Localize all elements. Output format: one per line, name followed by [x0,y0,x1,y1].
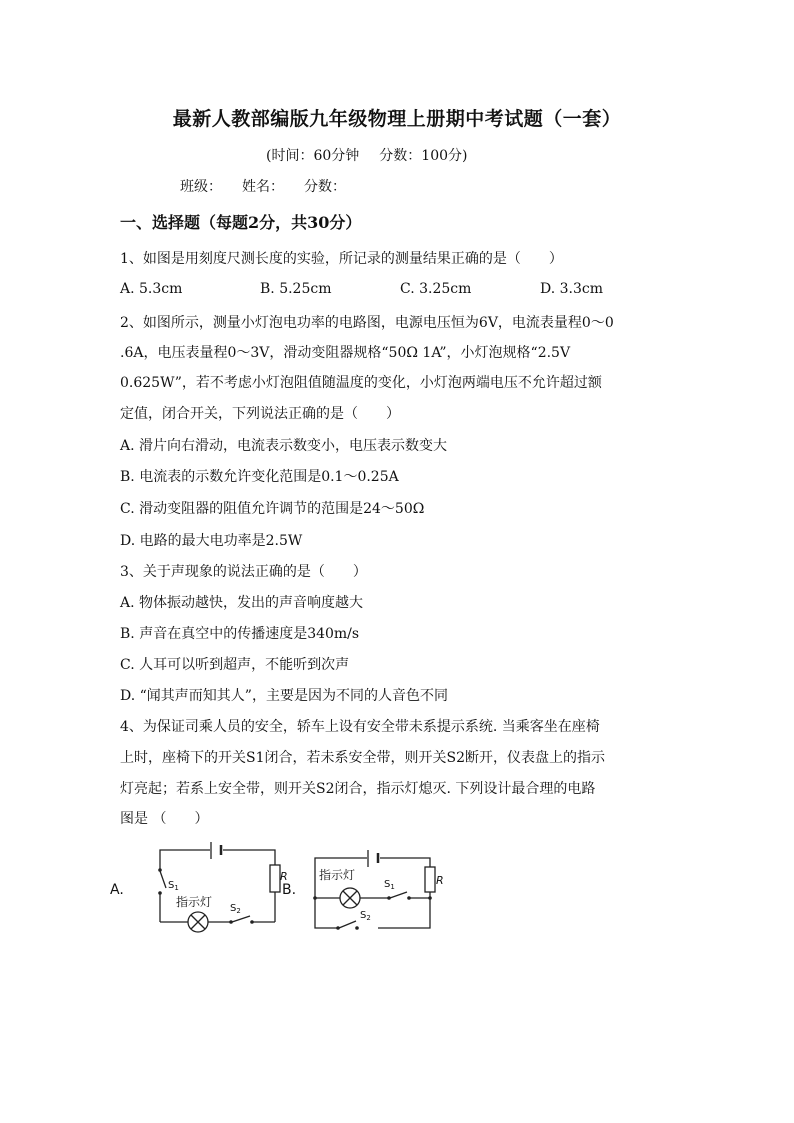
resistor-a [270,865,280,892]
switch-a-s1 [160,871,166,888]
q2-line-4: 定值，闭合开关，下列说法正确的是（ ） [120,406,400,422]
q3-option-a: A. 物体振动越快，发出的声音响度越大 [120,595,364,611]
q3-option-c: C. 人耳可以听到超声，不能听到次声 [120,657,350,673]
class-label: 班级： [180,179,222,195]
q3-option-d: D. “闻其声而知其人”，主要是因为不同的人音色不同 [120,688,448,704]
q2-option-a: A. 滑片向右滑动，电流表示数变小，电压表示数变大 [120,438,448,454]
q4-line-2: 上时，座椅下的开关S1闭合，若未系安全带，则开关S2断开，仪表盘上的指示 [120,750,605,766]
q3-stem: 3、关于声现象的说法正确的是（ ） [120,564,367,580]
q1-option-d: D. 3.3cm [540,281,604,297]
switch-a-s2-label: $S_2$ [230,903,241,915]
q1-options [120,281,680,297]
switch-b-s1-label: $S_1$ [384,879,395,891]
switch-b-s1 [390,892,407,898]
student-info [180,176,366,196]
switch-b-s2-label: $S_2$ [360,910,371,922]
q2-option-d: D. 电路的最大电功率是2.5W [120,533,303,549]
score-label: 分数： [304,179,346,195]
q2-line-1: 2、如图所示，测量小灯泡电功率的电路图，电源电压恒为6V，电流表量程0～0 [120,315,614,331]
q1-stem: 1、如图是用刻度尺测长度的实验，所记录的测量结果正确的是（ ） [120,251,563,267]
circuit-a-label: A. [110,882,124,898]
q1-option-c: C. 3.25cm [400,281,472,297]
resistor-b [425,867,435,892]
exam-time: (时间：60分钟 [266,148,360,164]
circuit-b-label: B. [282,882,297,898]
switch-a-s2 [232,916,250,922]
switch-b-s2 [339,921,356,928]
q2-option-b: B. 电流表的示数允许变化范围是0.1～0.25A [120,469,399,485]
q4-line-3: 灯亮起；若系上安全带，则开关S2闭合，指示灯熄灭. 下列设计最合理的电路 [120,781,596,797]
q1-option-b: B. 5.25cm [260,281,332,297]
name-label: 姓名： [242,179,284,195]
circuit-diagrams [110,832,450,944]
q2-line-3: 0.625W”，若不考虑小灯泡阻值随温度的变化，小灯泡两端电压不允许超过额 [120,375,602,391]
resistor-a-label: R [280,870,288,883]
q4-line-4: 图是 （ ） [120,811,209,827]
circuit-b [315,850,435,928]
section-heading: 一、选择题（每题2分，共30分） [120,213,362,232]
switch-a-s1-label: $S_1$ [168,880,179,892]
q2-line-2: .6A，电压表量程0～3V，滑动变阻器规格“50Ω 1A”，小灯泡规格“2.5V [120,345,571,361]
q3-option-b: B. 声音在真空中的传播速度是340m/s [120,626,360,642]
resistor-b-label: R [436,874,444,887]
q2-option-c: C. 滑动变阻器的阻值允许调节的范围是24～50Ω [120,501,425,517]
q4-line-1: 4、为保证司乘人员的安全，轿车上设有安全带未系提示系统. 当乘客坐在座椅 [120,719,600,735]
lamp-b-label: 指示灯 [319,868,356,882]
exam-total-score: 分数：100分) [379,148,468,164]
page-title: 最新人教部编版九年级物理上册期中考试题（一套） [172,108,622,130]
exam-meta [266,145,467,165]
q1-option-a: A. 5.3cm [120,281,183,297]
lamp-a-label: 指示灯 [176,895,213,909]
